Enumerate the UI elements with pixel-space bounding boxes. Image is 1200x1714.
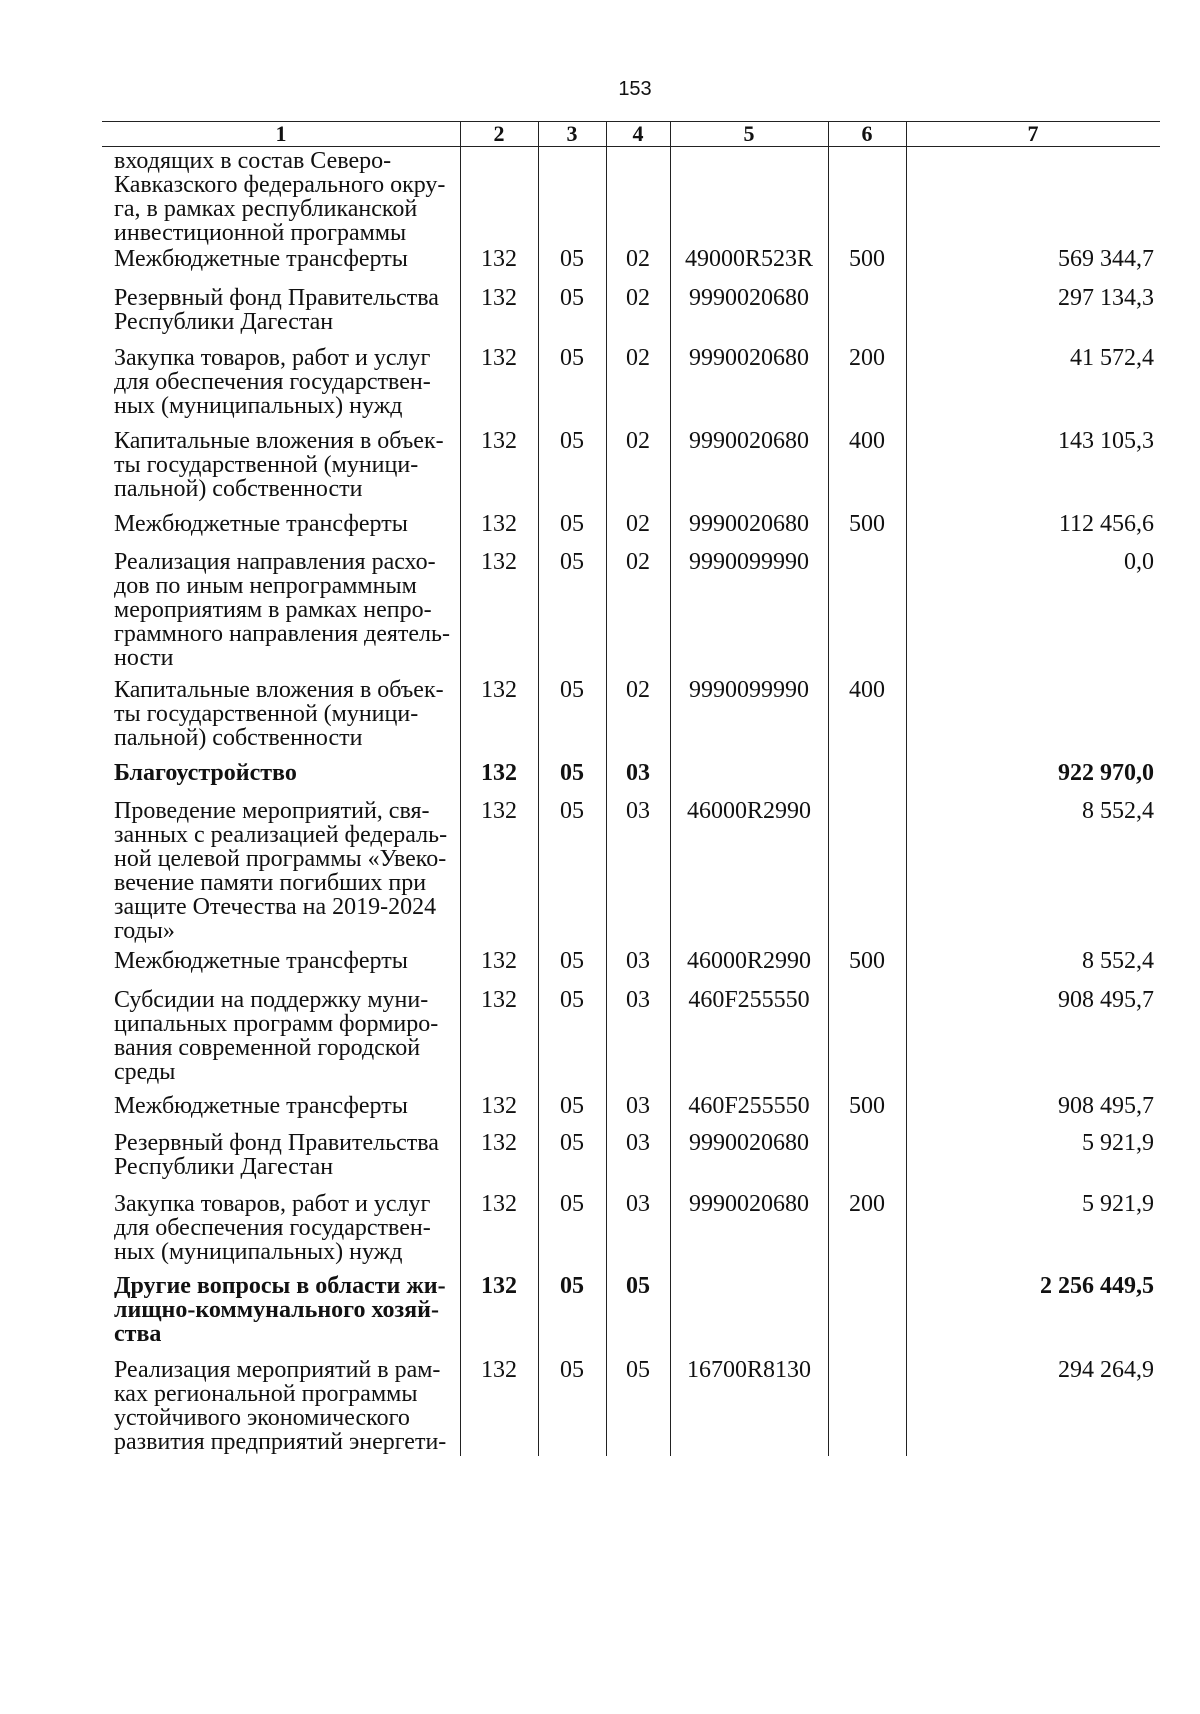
row-col-4: 05 xyxy=(626,1273,650,1299)
row-col-3: 05 xyxy=(560,948,584,974)
row-col-4: 03 xyxy=(626,1093,650,1119)
row-col-3: 05 xyxy=(560,677,584,703)
row-amount: 908 495,7 xyxy=(1058,1093,1154,1119)
row-col-2: 132 xyxy=(481,285,517,311)
header-cell-7: 7 xyxy=(1027,121,1039,146)
header-cell-5: 5 xyxy=(743,121,755,146)
table-header-row xyxy=(102,121,1160,146)
row-amount: 2 256 449,5 xyxy=(1040,1273,1154,1299)
header-cell-6: 6 xyxy=(861,121,873,146)
row-col-2: 132 xyxy=(481,345,517,371)
row-amount: 0,0 xyxy=(1124,549,1154,575)
row-name: Закупка товаров, работ и услуг для обеспечения государствен- ных (муниципальных) нужд xyxy=(114,1191,431,1265)
row-col-4: 02 xyxy=(626,511,650,537)
row-col-4: 03 xyxy=(626,948,650,974)
column-divider xyxy=(538,121,539,1456)
row-col-2: 132 xyxy=(481,246,517,272)
row-col-6: 500 xyxy=(849,1093,885,1119)
row-col-3: 05 xyxy=(560,798,584,824)
row-name: Межбюджетные трансферты xyxy=(114,511,408,537)
row-col-3: 05 xyxy=(560,428,584,454)
row-col-2: 132 xyxy=(481,948,517,974)
row-col-6: 200 xyxy=(849,345,885,371)
row-name: Межбюджетные трансферты xyxy=(114,948,408,974)
row-col-4: 05 xyxy=(626,1357,650,1383)
row-name: Реализация мероприятий в рам- ках региональной программы устойчивого экономического развития предприятий энергети- xyxy=(114,1357,447,1455)
row-col-3: 05 xyxy=(560,345,584,371)
row-col-2: 132 xyxy=(481,1357,517,1383)
row-amount: 8 552,4 xyxy=(1082,798,1154,824)
row-col-3: 05 xyxy=(560,1273,584,1299)
row-col-6: 500 xyxy=(849,511,885,537)
row-name: Резервный фонд Правительства Республики Дагестан xyxy=(114,1130,439,1180)
row-amount: 297 134,3 xyxy=(1058,285,1154,311)
row-col-3: 05 xyxy=(560,1130,584,1156)
row-amount: 908 495,7 xyxy=(1058,987,1154,1013)
row-col-6: 200 xyxy=(849,1191,885,1217)
row-col-2: 132 xyxy=(481,428,517,454)
row-col-5: 46000R2990 xyxy=(686,948,811,974)
row-col-4: 03 xyxy=(626,798,650,824)
header-cell-1: 1 xyxy=(275,121,287,146)
row-col-4: 02 xyxy=(626,285,650,311)
row-col-3: 05 xyxy=(560,1357,584,1383)
row-col-4: 02 xyxy=(626,428,650,454)
row-col-6: 500 xyxy=(849,246,885,272)
row-col-5: 46000R2990 xyxy=(686,798,811,824)
row-name: Межбюджетные трансферты xyxy=(114,1093,408,1119)
row-col-5: 16700R8130 xyxy=(686,1357,811,1383)
row-name: Благоустройство xyxy=(114,760,297,786)
row-name: Резервный фонд Правительства Республики Дагестан xyxy=(114,285,439,335)
row-amount: 569 344,7 xyxy=(1058,246,1154,272)
row-col-5: 49000R523R xyxy=(684,246,813,272)
row-col-6: 500 xyxy=(849,948,885,974)
row-name: Капитальные вложения в объек- ты государственной (муници- пальной) собственности xyxy=(114,677,444,751)
row-col-6: 400 xyxy=(849,428,885,454)
column-divider xyxy=(606,121,607,1456)
row-col-4: 03 xyxy=(626,987,650,1013)
row-col-2: 132 xyxy=(481,677,517,703)
row-amount: 8 552,4 xyxy=(1082,948,1154,974)
row-col-5: 460F255550 xyxy=(688,1093,810,1119)
row-name: Субсидии на поддержку муни- ципальных программ формиро- вания современной городской среды xyxy=(114,987,439,1085)
row-col-2: 132 xyxy=(481,1130,517,1156)
page-number: 153 xyxy=(618,78,652,100)
row-col-3: 05 xyxy=(560,549,584,575)
row-name: Другие вопросы в области жи- лищно-коммунального хозяй- ства xyxy=(114,1273,446,1347)
row-col-4: 02 xyxy=(626,549,650,575)
row-col-5: 9990020680 xyxy=(689,428,809,454)
row-amount: 143 105,3 xyxy=(1058,428,1154,454)
column-divider xyxy=(906,121,907,1456)
row-col-3: 05 xyxy=(560,285,584,311)
row-col-3: 05 xyxy=(560,987,584,1013)
row-col-5: 9990020680 xyxy=(689,285,809,311)
row-amount: 41 572,4 xyxy=(1070,345,1154,371)
row-col-3: 05 xyxy=(560,511,584,537)
row-col-3: 05 xyxy=(560,246,584,272)
row-name: Капитальные вложения в объек- ты государственной (муници- пальной) собственности xyxy=(114,428,444,502)
row-col-5: 9990099990 xyxy=(689,549,809,575)
row-col-2: 132 xyxy=(481,987,517,1013)
row-name: Межбюджетные трансферты xyxy=(114,246,408,272)
row-col-5: 9990020680 xyxy=(689,511,809,537)
row-col-2: 132 xyxy=(481,1093,517,1119)
row-amount: 112 456,6 xyxy=(1058,511,1154,537)
row-col-2: 132 xyxy=(481,798,517,824)
row-col-2: 132 xyxy=(481,760,517,786)
row-col-4: 03 xyxy=(626,760,650,786)
row-col-6: 400 xyxy=(849,677,885,703)
row-amount: 294 264,9 xyxy=(1058,1357,1154,1383)
row-col-3: 05 xyxy=(560,760,584,786)
header-cell-2: 2 xyxy=(493,121,505,146)
row-col-5: 9990020680 xyxy=(689,345,809,371)
row-col-5: 9990020680 xyxy=(689,1130,809,1156)
row-name: входящих в состав Северо- Кавказского федерального окру- га, в рамках республиканской инвестиционной программы xyxy=(114,148,446,246)
row-col-4: 03 xyxy=(626,1130,650,1156)
row-col-3: 05 xyxy=(560,1191,584,1217)
row-amount: 5 921,9 xyxy=(1082,1130,1154,1156)
header-bottom-rule xyxy=(102,146,1160,147)
row-col-2: 132 xyxy=(481,511,517,537)
row-col-5: 9990020680 xyxy=(689,1191,809,1217)
row-col-2: 132 xyxy=(481,1273,517,1299)
row-col-5: 460F255550 xyxy=(688,987,810,1013)
row-col-5: 9990099990 xyxy=(689,677,809,703)
header-cell-4: 4 xyxy=(632,121,644,146)
row-col-4: 03 xyxy=(626,1191,650,1217)
row-col-4: 02 xyxy=(626,246,650,272)
row-col-2: 132 xyxy=(481,549,517,575)
column-divider xyxy=(670,121,671,1456)
row-col-3: 05 xyxy=(560,1093,584,1119)
row-col-2: 132 xyxy=(481,1191,517,1217)
header-cell-3: 3 xyxy=(566,121,578,146)
row-name: Проведение мероприятий, свя- занных с реализацией федераль- ной целевой программы «Увеко- вечение памяти погибших при защите Отечества на 2019-2024 годы» xyxy=(114,798,448,944)
column-divider xyxy=(828,121,829,1456)
row-col-4: 02 xyxy=(626,345,650,371)
row-name: Закупка товаров, работ и услуг для обеспечения государствен- ных (муниципальных) нужд xyxy=(114,345,431,419)
row-name: Реализация направления расхо- дов по иным непрограммным мероприятиям в рамках непро- граммного направления деятель- ности xyxy=(114,549,450,671)
row-amount: 5 921,9 xyxy=(1082,1191,1154,1217)
row-col-4: 02 xyxy=(626,677,650,703)
row-amount: 922 970,0 xyxy=(1058,760,1154,786)
